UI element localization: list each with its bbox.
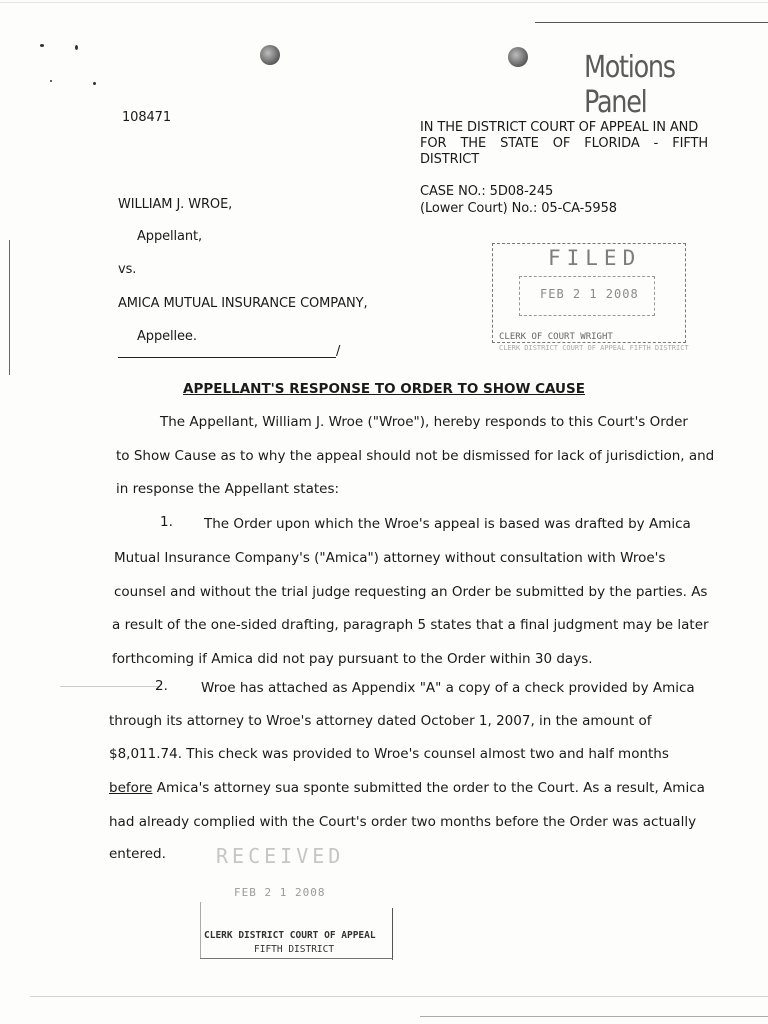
top-scan-line	[535, 22, 768, 23]
paragraph1-line-5: forthcoming if Amica did not pay pursuant to the Order within 30 days.	[112, 651, 593, 667]
filed-stamp-clerk: CLERK OF COURT WRIGHT	[499, 332, 613, 342]
caption-rule	[118, 357, 336, 358]
court-name-line1: IN THE DISTRICT COURT OF APPEAL IN AND	[420, 120, 699, 135]
bottom-scan-line-2	[420, 1016, 768, 1017]
paragraph1-line-1: The Order upon which the Wroe's appeal is based was drafted by Amica	[204, 516, 691, 532]
intro-line-2: to Show Cause as to why the appeal should not be dismissed for lack of jurisdiction, and	[116, 448, 715, 464]
left-margin-mark	[9, 240, 10, 375]
received-stamp	[196, 842, 396, 962]
document-title: APPELLANT'S RESPONSE TO ORDER TO SHOW CAUSE	[183, 381, 585, 397]
appellee-name: AMICA MUTUAL INSURANCE COMPANY,	[118, 296, 368, 311]
paragraph2-line-5: had already complied with the Court's order two months before the Order was actually	[109, 814, 697, 830]
intro-line-1: The Appellant, William J. Wroe ("Wroe"), hereby responds to this Court's Order	[160, 414, 688, 430]
received-stamp-left-border	[200, 902, 201, 958]
file-number: 108471	[122, 110, 172, 125]
versus: vs.	[118, 262, 137, 277]
paragraph2-line-6: entered.	[109, 846, 166, 862]
received-stamp-bottom-border	[200, 958, 393, 959]
top-edge-line	[0, 2, 768, 3]
appellant-name: WILLIAM J. WROE,	[118, 197, 233, 212]
paragraph1-number: 1.	[160, 514, 173, 530]
paragraph2-line-3: $8,011.74. This check was provided to Wroe's counsel almost two and half months	[109, 746, 669, 762]
paragraph2-line-2: through its attorney to Wroe's attorney dated October 1, 2007, in the amount of	[109, 713, 652, 729]
paragraph1-line-3: counsel and without the trial judge requesting an Order be submitted by the parties. As	[114, 584, 708, 600]
paragraph1-line-4: a result of the one-sided drafting, paragraph 5 states that a final judgment may be later	[112, 617, 709, 633]
received-stamp-label: RECEIVED	[216, 844, 345, 868]
filed-stamp-date: FEB 2 1 2008	[540, 287, 639, 301]
filed-stamp-inner-box	[519, 276, 655, 316]
caption-slash: /	[336, 344, 341, 359]
paragraph2-scan-line	[60, 686, 160, 687]
case-number: CASE NO.: 5D08-245	[420, 184, 554, 199]
intro-line-3: in response the Appellant states:	[116, 481, 340, 497]
speck	[50, 80, 52, 82]
speck	[75, 45, 78, 50]
lower-court-number: (Lower Court) No.: 05-CA-5958	[420, 201, 617, 216]
bottom-scan-line	[30, 996, 768, 997]
paragraph2-number: 2.	[155, 678, 168, 694]
paragraph1-line-2: Mutual Insurance Company's ("Amica") attorney without consultation with Wroe's	[114, 550, 666, 566]
received-stamp-right-border	[392, 908, 393, 960]
speck	[40, 44, 44, 47]
filed-stamp-label: FILED	[548, 246, 642, 270]
received-stamp-date: FEB 2 1 2008	[234, 886, 326, 899]
paragraph2-line-1: Wroe has attached as Appendix "A" a copy of a check provided by Amica	[201, 680, 695, 696]
court-name-line2: FOR THE STATE OF FLORIDA - FIFTH	[420, 136, 708, 151]
hole-punch-right	[508, 47, 528, 67]
received-stamp-district: FIFTH DISTRICT	[254, 944, 335, 955]
appellant-role: Appellant,	[137, 229, 203, 244]
speck	[93, 82, 96, 85]
court-name-line3: DISTRICT	[420, 152, 480, 167]
hole-punch-left	[260, 45, 280, 65]
paragraph2-line-4-rest: Amica's attorney sua sponte submitted the order to the Court. As a result, Amica	[152, 780, 705, 796]
received-stamp-clerk: CLERK DISTRICT COURT OF APPEAL	[204, 930, 376, 941]
motions-panel-stamp: Motions Panel	[584, 50, 675, 120]
appellee-role: Appellee.	[137, 329, 197, 344]
paragraph2-line-4	[109, 780, 705, 796]
filed-stamp	[492, 243, 689, 352]
filed-stamp-footer: CLERK DISTRICT COURT OF APPEAL FIFTH DISTRICT	[499, 344, 689, 352]
paragraph2-underlined-word: before	[109, 780, 153, 796]
